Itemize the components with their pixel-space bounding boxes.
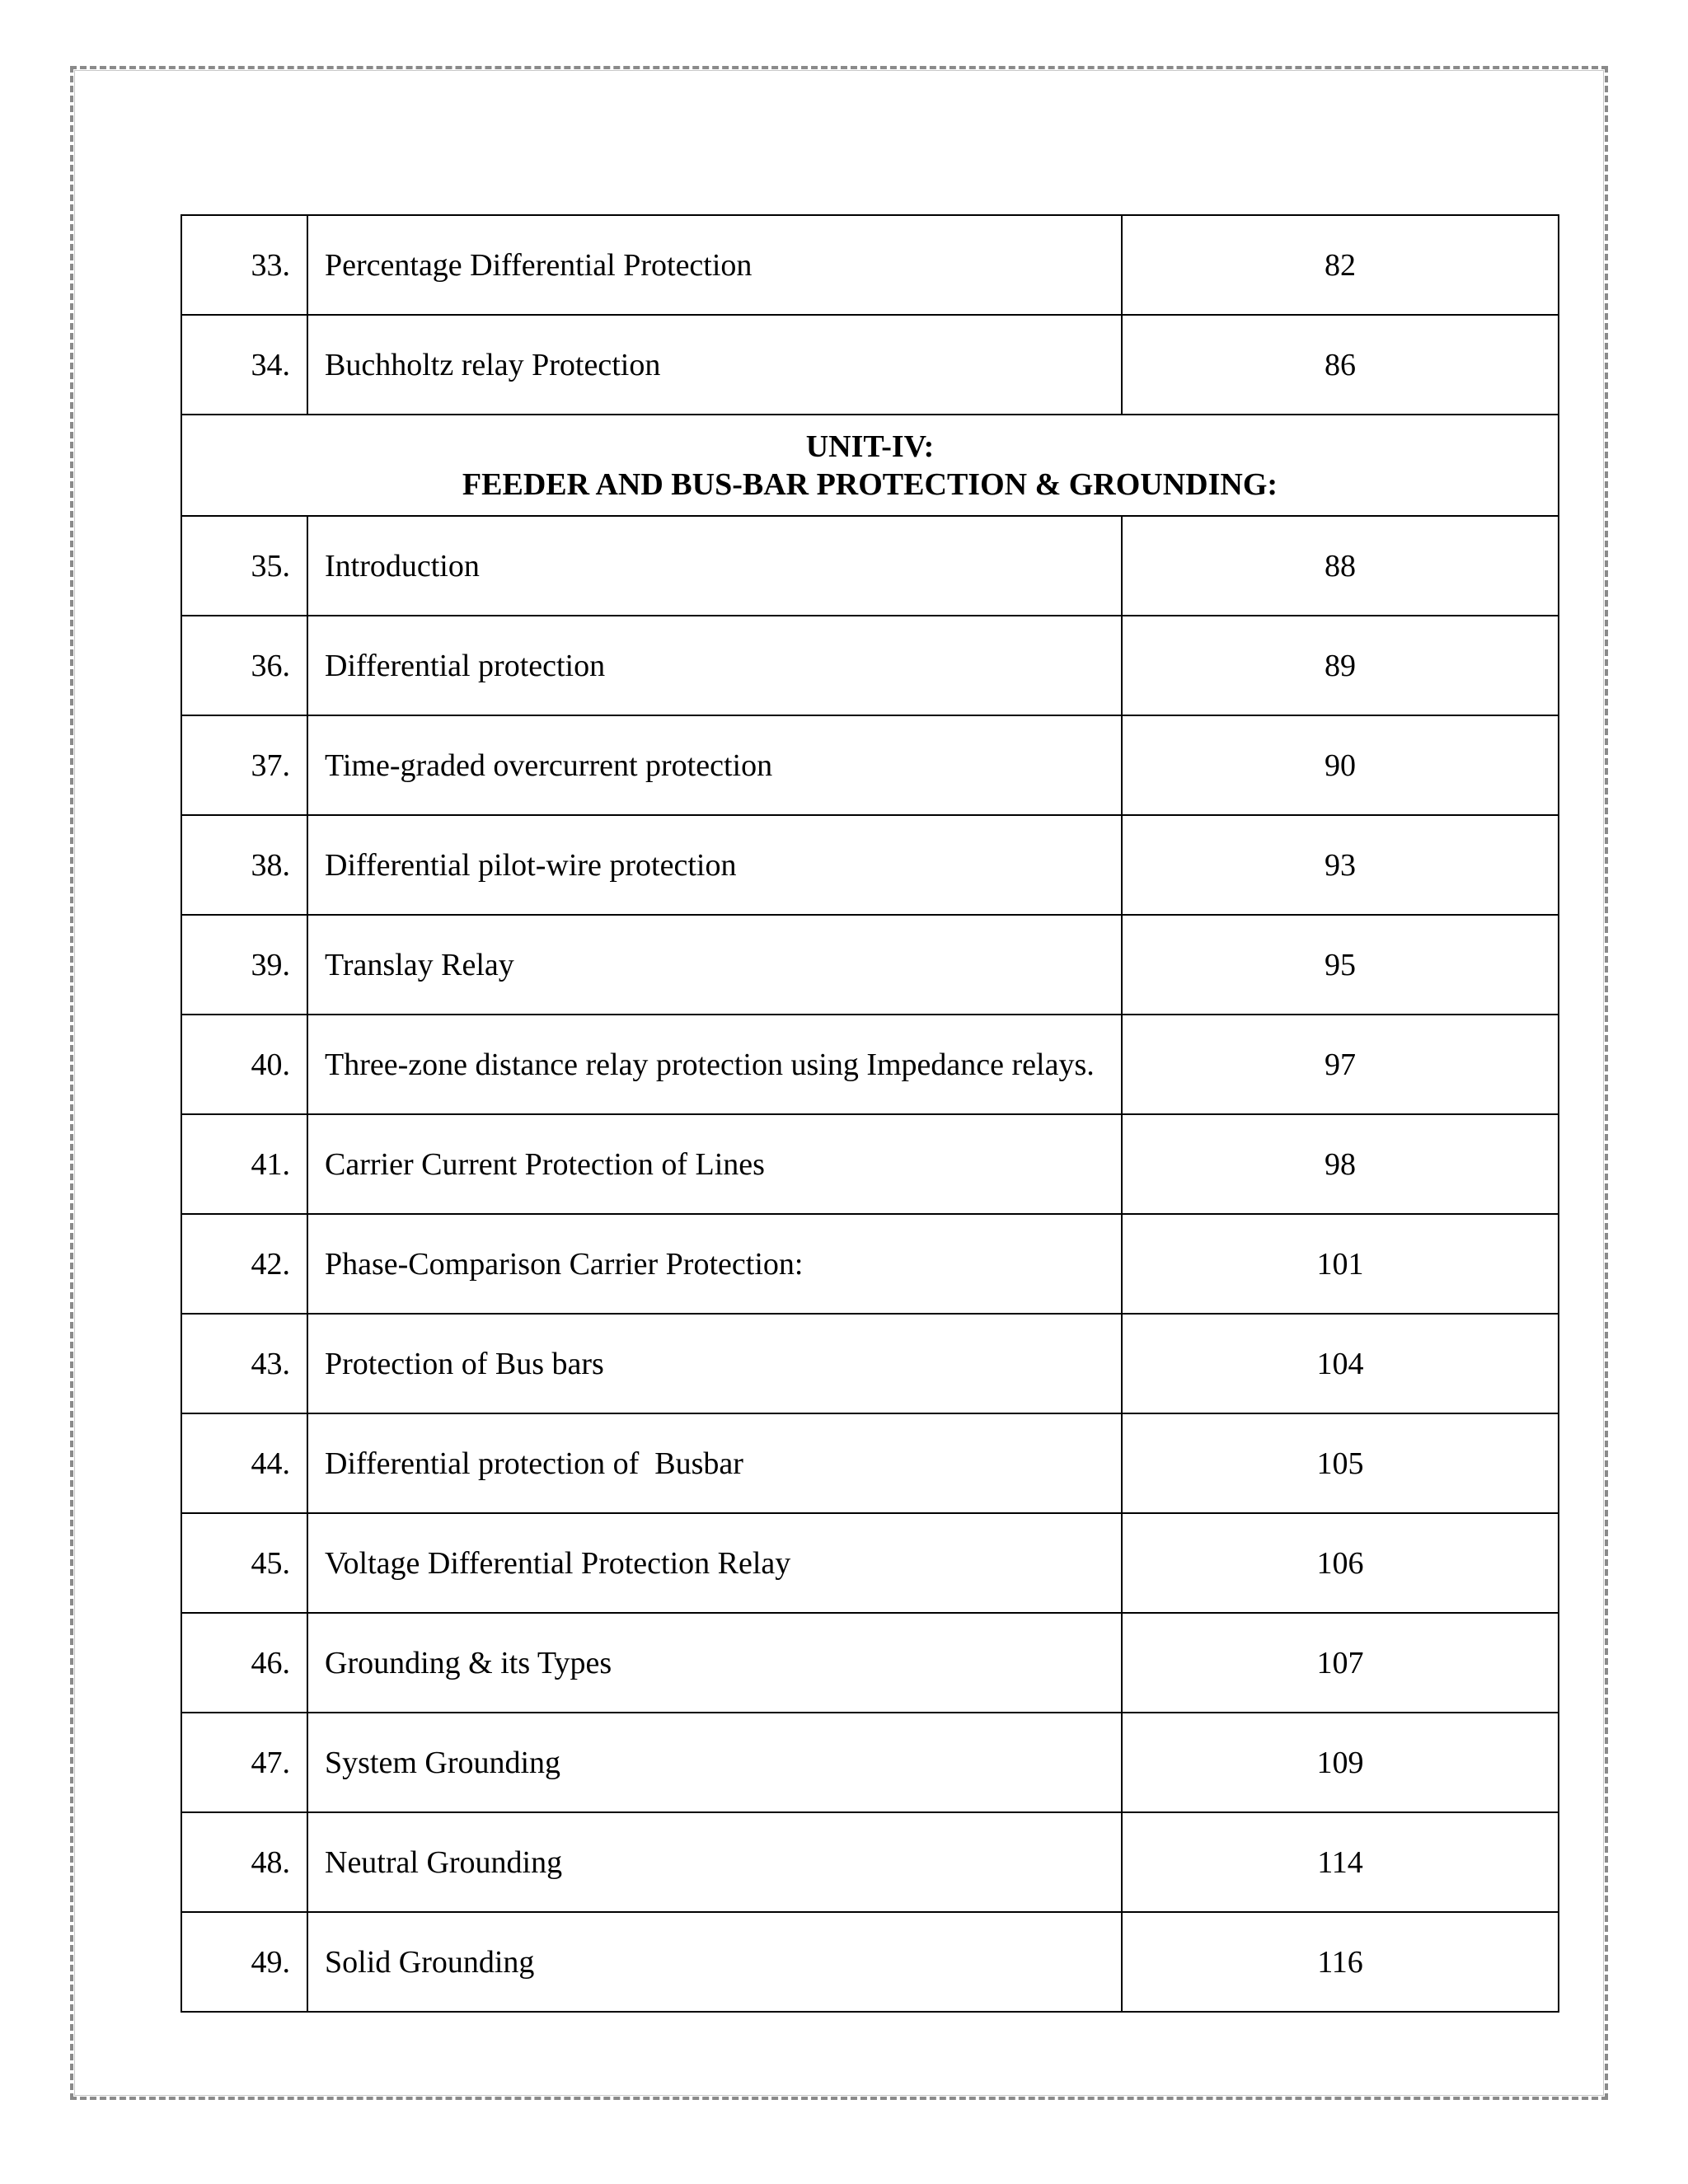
- table-row: [181, 815, 1559, 915]
- entry-page: 88: [1122, 516, 1559, 616]
- unit-heading-line1: UNIT-IV:: [805, 429, 935, 464]
- entry-page: 104: [1122, 1314, 1559, 1413]
- entry-title: Translay Relay: [307, 915, 1122, 1015]
- entry-title: Buchholtz relay Protection: [307, 315, 1122, 415]
- table-row: [181, 1413, 1559, 1513]
- entry-number: 42.: [181, 1214, 307, 1314]
- table-row: [181, 616, 1559, 715]
- entry-number: 35.: [181, 516, 307, 616]
- entry-page: 101: [1122, 1214, 1559, 1314]
- table-row: [181, 516, 1559, 616]
- entry-page: 82: [1122, 215, 1559, 315]
- unit-heading: [181, 415, 1559, 516]
- table-row: [181, 915, 1559, 1015]
- entry-title: Neutral Grounding: [307, 1812, 1122, 1912]
- entry-page: 97: [1122, 1015, 1559, 1114]
- table-row: [181, 1912, 1559, 2012]
- entry-page: 98: [1122, 1114, 1559, 1214]
- entry-title: Carrier Current Protection of Lines: [307, 1114, 1122, 1214]
- entry-number: 48.: [181, 1812, 307, 1912]
- table-row: [181, 1713, 1559, 1812]
- entry-number: 46.: [181, 1613, 307, 1713]
- entry-number: 41.: [181, 1114, 307, 1214]
- unit-heading-row: [181, 415, 1559, 516]
- entry-number: 38.: [181, 815, 307, 915]
- entry-page: 116: [1122, 1912, 1559, 2012]
- table-row: [181, 1114, 1559, 1214]
- entry-number: 43.: [181, 1314, 307, 1413]
- entry-page: 93: [1122, 815, 1559, 915]
- entry-title: Introduction: [307, 516, 1122, 616]
- table-row: [181, 315, 1559, 415]
- entry-number: 49.: [181, 1912, 307, 2012]
- entry-page: 89: [1122, 616, 1559, 715]
- table-row: [181, 1015, 1559, 1114]
- entry-title: Differential pilot-wire protection: [307, 815, 1122, 915]
- entry-number: 44.: [181, 1413, 307, 1513]
- entry-title: Percentage Differential Protection: [307, 215, 1122, 315]
- entry-number: 47.: [181, 1713, 307, 1812]
- entry-title: System Grounding: [307, 1713, 1122, 1812]
- entry-page: 86: [1122, 315, 1559, 415]
- table-row: [181, 1314, 1559, 1413]
- entry-title: Voltage Differential Protection Relay: [307, 1513, 1122, 1613]
- entry-title: Solid Grounding: [307, 1912, 1122, 2012]
- entry-page: 106: [1122, 1513, 1559, 1613]
- entry-title: Differential protection of Busbar: [307, 1413, 1122, 1513]
- entry-number: 45.: [181, 1513, 307, 1613]
- entry-page: 105: [1122, 1413, 1559, 1513]
- table-of-contents: [181, 214, 1559, 2013]
- entry-number: 34.: [181, 315, 307, 415]
- entry-page: 114: [1122, 1812, 1559, 1912]
- entry-number: 33.: [181, 215, 307, 315]
- table-row: [181, 1613, 1559, 1713]
- entry-title: Three-zone distance relay protection using Impedance relays.: [307, 1015, 1122, 1114]
- entry-title: Grounding & its Types: [307, 1613, 1122, 1713]
- entry-number: 37.: [181, 715, 307, 815]
- entry-title: Time-graded overcurrent protection: [307, 715, 1122, 815]
- table-row: [181, 715, 1559, 815]
- entry-page: 90: [1122, 715, 1559, 815]
- table-row: [181, 1812, 1559, 1912]
- entry-page: 109: [1122, 1713, 1559, 1812]
- table-row: [181, 1513, 1559, 1613]
- entry-title: Phase-Comparison Carrier Protection:: [307, 1214, 1122, 1314]
- entry-title: Differential protection: [307, 616, 1122, 715]
- entry-page: 107: [1122, 1613, 1559, 1713]
- entry-title: Protection of Bus bars: [307, 1314, 1122, 1413]
- entry-page: 95: [1122, 915, 1559, 1015]
- entry-number: 39.: [181, 915, 307, 1015]
- unit-heading-line2: FEEDER AND BUS-BAR PROTECTION & GROUNDING:: [462, 466, 1278, 502]
- entry-number: 36.: [181, 616, 307, 715]
- table-row: [181, 1214, 1559, 1314]
- entry-number: 40.: [181, 1015, 307, 1114]
- table-row: [181, 215, 1559, 315]
